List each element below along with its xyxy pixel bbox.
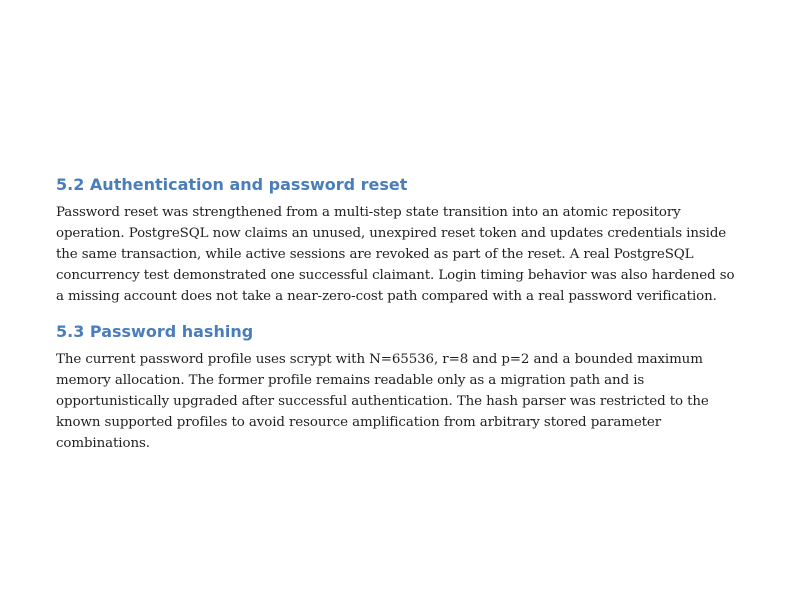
section-password-hashing <box>56 321 744 454</box>
section-heading: 5.3 Password hashing <box>56 322 254 341</box>
section-auth-password-reset <box>56 174 744 307</box>
section-body: Password reset was strengthened from a multi-step state transition into an atomic repository operation. PostgreSQL now claims an unused, unexpired reset token and updates credentials inside the same transaction, while active sessions are revoked as part of the reset. A real PostgreSQL concurrency test demonstrated one successful claimant. Login timing behavior was also hardened so a missing account does not take a near-zero-cost path compared with a real password verification. <box>56 205 735 304</box>
section-heading: 5.2 Authentication and password reset <box>56 175 408 194</box>
section-body: The current password profile uses scrypt with N=65536, r=8 and p=2 and a bounded maximum memory allocation. The former profile remains readable only as a migration path and is opportunistically upgraded after successful authentication. The hash parser was restricted to the known supported profiles to avoid resource amplification from arbitrary stored parameter combinations. <box>56 352 709 451</box>
